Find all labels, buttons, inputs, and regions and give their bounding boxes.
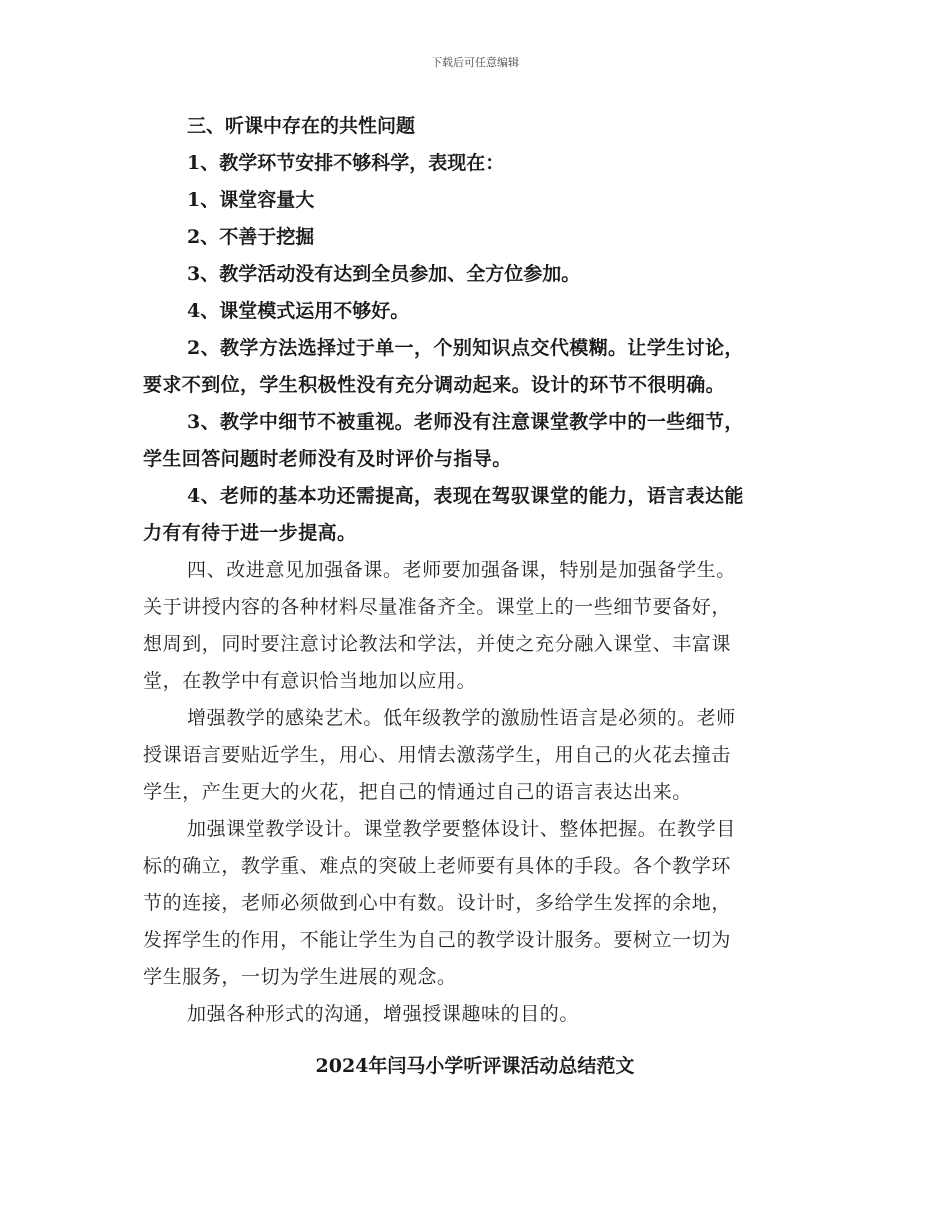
paragraph-line: 学生服务，一切为学生进展的观念。	[143, 966, 457, 988]
list-item: 1、课堂容量大	[187, 189, 315, 211]
paragraph-line: 1、教学环节安排不够科学，表现在：	[187, 152, 505, 174]
page-header-note: 下载后可任意编辑	[431, 56, 519, 69]
document-body	[143, 108, 811, 1033]
list-item: 3、教学活动没有达到全员参加、全方位参加。	[187, 263, 581, 285]
paragraph-line: 力有有待于进一步提高。	[143, 522, 357, 544]
paragraph-line: 要求不到位，学生积极性没有充分调动起来。设计的环节不很明确。	[143, 374, 726, 396]
paragraph-line: 想周到，同时要注意讨论教法和学法，并使之充分融入课堂、丰富课	[143, 633, 732, 655]
paragraph-line: 4、老师的基本功还需提高，表现在驾驭课堂的能力，语言表达能	[187, 485, 744, 507]
paragraph-line: 堂，在教学中有意识恰当地加以应用。	[143, 670, 477, 692]
paragraph-line: 2、教学方法选择过于单一，个别知识点交代模糊。让学生讨论，	[187, 337, 744, 359]
paragraph-line: 节的连接，老师必须做到心中有数。设计时，多给学生发挥的余地，	[143, 892, 732, 914]
paragraph-line: 学生，产生更大的火花，把自己的情通过自己的语言表达出来。	[143, 781, 692, 803]
paragraph-line: 3、教学中细节不被重视。老师没有注意课堂教学中的一些细节，	[187, 411, 744, 433]
paragraph-line: 加强课堂教学设计。课堂教学要整体设计、整体把握。在教学目	[187, 818, 736, 840]
paragraph-line: 授课语言要贴近学生，用心、用情去激荡学生，用自己的火花去撞击	[143, 744, 732, 766]
list-item: 2、不善于挖掘	[187, 226, 315, 248]
section-heading: 三、听课中存在的共性问题	[187, 115, 416, 137]
list-item: 4、课堂模式运用不够好。	[187, 300, 410, 322]
paragraph-line: 关于讲授内容的各种材料尽量准备齐全。课堂上的一些细节要备好，	[143, 596, 732, 618]
paragraph-line: 发挥学生的作用，不能让学生为自己的教学设计服务。要树立一切为	[143, 929, 732, 951]
paragraph-line: 学生回答问题时老师没有及时评价与指导。	[143, 448, 512, 470]
paragraph-line: 四、改进意见加强备课。老师要加强备课，特别是加强备学生。	[187, 559, 736, 581]
paragraph-line: 标的确立，教学重、难点的突破上老师要有具体的手段。各个教学环	[143, 855, 732, 877]
next-document-title: 2024年闫马小学听评课活动总结范文	[315, 1055, 635, 1077]
paragraph-line: 增强教学的感染艺术。低年级教学的激励性语言是必须的。老师	[187, 707, 736, 729]
paragraph-line: 加强各种形式的沟通，增强授课趣味的目的。	[187, 1003, 580, 1025]
